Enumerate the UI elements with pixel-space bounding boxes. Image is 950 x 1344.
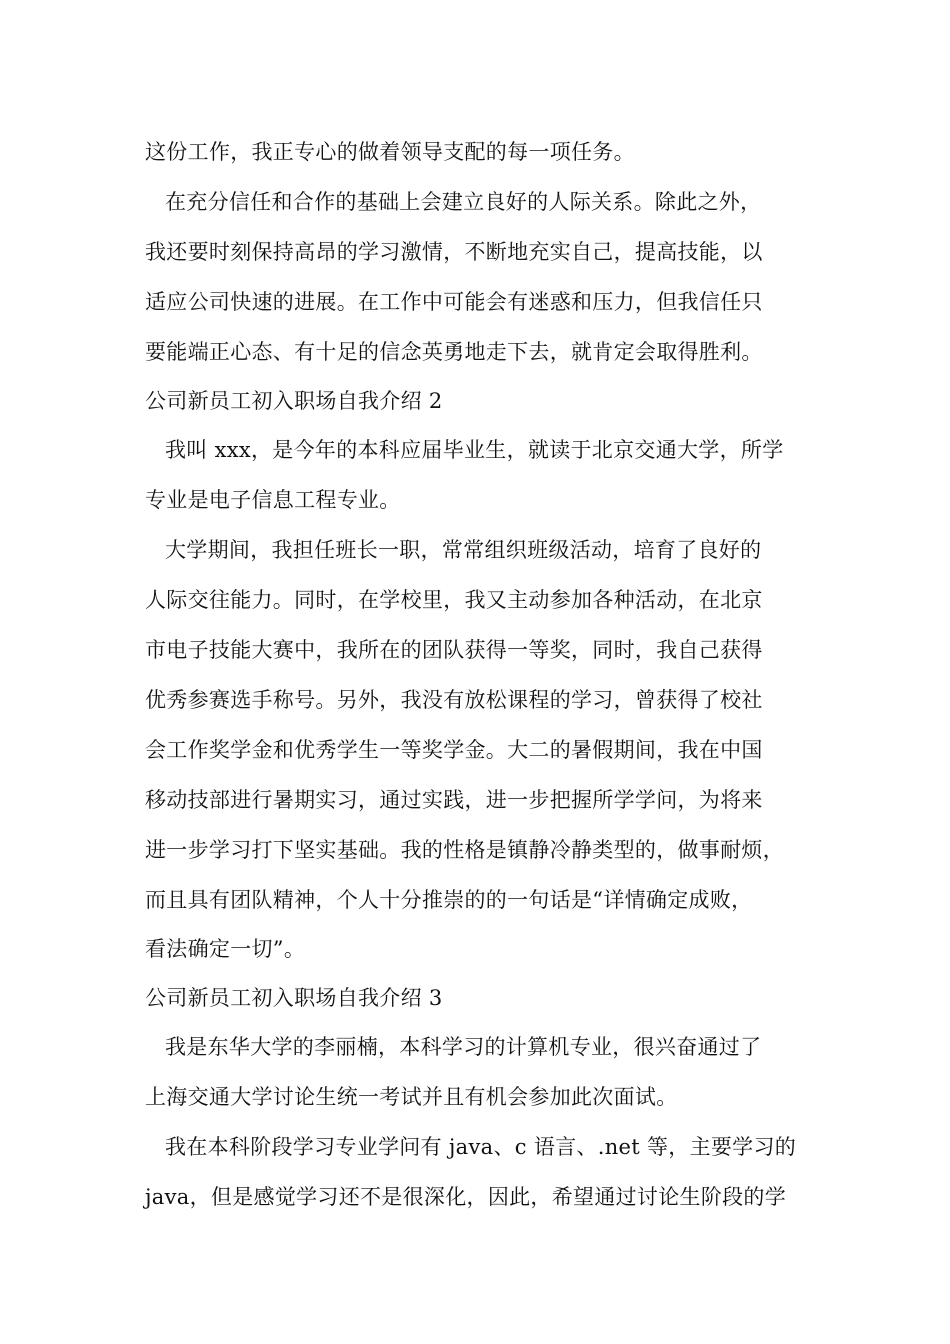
text-line: java，但是感觉学习还不是很深化，因此，希望通过讨论生阶段的学 [145, 1185, 787, 1209]
text-line: 我在本科阶段学习专业学问有 java、c 语言、.net 等，主要学习的 [165, 1135, 797, 1159]
text-line: 要能端正心态、有十足的信念英勇地走下去，就肯定会取得胜利。 [145, 340, 763, 364]
text-line: 人际交往能力。同时，在学校里，我又主动参加各种活动，在北京 [145, 588, 763, 612]
text-line: 而且具有团队精神，个人十分推崇的的一句话是“详情确定成败， [145, 888, 753, 912]
text-line: 我还要时刻保持高昂的学习激情，不断地充实自己，提高技能，以 [145, 240, 763, 264]
text-line: 在充分信任和合作的基础上会建立良好的人际关系。除此之外， [165, 190, 762, 214]
text-line: 市电子技能大赛中，我所在的团队获得一等奖，同时，我自己获得 [145, 638, 763, 662]
text-line: 我是东华大学的李丽楠，本科学习的计算机专业，很兴奋通过了 [165, 1035, 762, 1059]
text-line: 移动技部进行暑期实习，通过实践，进一步把握所学学问，为将来 [145, 788, 763, 812]
text-line: 看法确定一切”。 [145, 937, 306, 961]
text-line: 这份工作，我正专心的做着领导支配的每一项任务。 [145, 140, 635, 164]
section-heading: 公司新员工初入职场自我介绍 2 [145, 389, 443, 413]
text-line: 专业是电子信息工程专业。 [145, 488, 401, 512]
text-line: 我叫 xxx，是今年的本科应届毕业生，就读于北京交通大学，所学 [165, 438, 784, 462]
text-line: 大学期间，我担任班长一职，常常组织班级活动，培育了良好的 [165, 538, 762, 562]
section-heading: 公司新员工初入职场自我介绍 3 [145, 986, 443, 1010]
text-line: 上海交通大学讨论生统一考试并且有机会参加此次面试。 [145, 1085, 678, 1109]
text-line: 会工作奖学金和优秀学生一等奖学金。大二的暑假期间，我在中国 [145, 738, 763, 762]
text-line: 优秀参赛选手称号。另外，我没有放松课程的学习，曾获得了校社 [145, 688, 763, 712]
text-line: 进一步学习打下坚实基础。我的性格是镇静冷静类型的，做事耐烦， [145, 838, 784, 862]
text-line: 适应公司快速的进展。在工作中可能会有迷惑和压力，但我信任只 [145, 290, 763, 314]
